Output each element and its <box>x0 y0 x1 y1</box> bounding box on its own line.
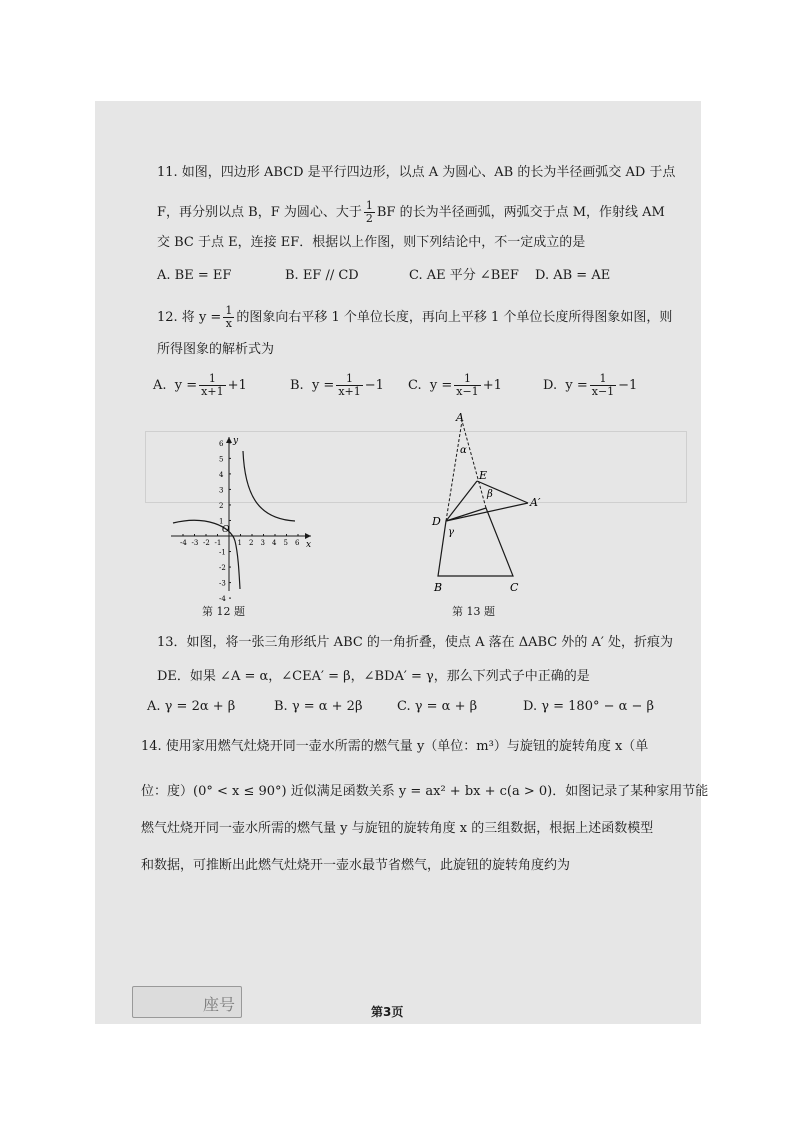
x-tick-label: 3 <box>260 539 265 547</box>
option-post: +1 <box>227 378 247 393</box>
figure-13-diagram <box>420 411 560 596</box>
q11-fraction <box>364 200 375 225</box>
fold-ea <box>477 481 528 503</box>
y-tick-label: -4 <box>219 595 226 604</box>
y-tick-label: 5 <box>219 455 224 464</box>
x-tick-label: -1 <box>214 539 222 547</box>
option-label: D. <box>543 378 558 393</box>
option-post: +1 <box>482 378 502 393</box>
option-pre: y = <box>311 378 335 393</box>
x-tick-label: 2 <box>249 539 254 547</box>
y-tick-label: -1 <box>219 548 226 557</box>
x-tick-label: -3 <box>191 539 199 547</box>
q14-line1: 14. 使用家用燃气灶烧开同一壶水所需的燃气量 y（单位：m³）与旋钮的旋转角度 x（单 <box>141 739 649 754</box>
y-axis-arrow <box>226 437 232 443</box>
option-fraction <box>336 373 362 398</box>
q12-line2: 所得图象的解析式为 <box>157 342 275 357</box>
option-pre: y = <box>429 378 453 393</box>
q12-option-a <box>153 373 247 398</box>
x-tick-label: -2 <box>203 539 210 547</box>
q12-option-b <box>290 373 384 398</box>
frac-num: 1 <box>336 373 362 386</box>
frac-den: x−1 <box>591 385 615 398</box>
curve-left-branch <box>173 520 240 589</box>
q11-frac-den: 2 <box>365 212 373 225</box>
label-alpha: α <box>460 445 467 456</box>
q14-line2: 位：度）(0° < x ≤ 90°) 近似满足函数关系 y = ax² + bx + c(a > 0)．如图记录了某种家用节能 <box>141 784 709 799</box>
frac-num: 1 <box>454 373 480 386</box>
page-number: 第3页 <box>371 1005 404 1019</box>
q13-option-b: B. γ = α + 2β <box>274 699 363 714</box>
option-fraction <box>199 373 225 398</box>
label-b: B <box>434 581 443 594</box>
option-post: −1 <box>618 378 638 393</box>
q11-option-a: A. BE = EF <box>157 268 232 283</box>
x-axis-label: x <box>306 540 312 550</box>
frac-num: 1 <box>590 373 616 386</box>
y-axis-label: y <box>233 436 239 446</box>
x-tick-label: 4 <box>272 539 277 547</box>
y-tick-label: -3 <box>219 579 226 588</box>
option-fraction <box>454 373 480 398</box>
label-c: C <box>510 581 519 594</box>
figure-13-caption: 第 13 题 <box>452 605 495 618</box>
q12-line1-part1: 12. 将 y = <box>157 310 222 325</box>
x-axis-arrow <box>305 533 311 539</box>
frac-den: x−1 <box>456 385 479 398</box>
q11-frac-num: 1 <box>365 199 373 212</box>
q12-frac-den: x <box>225 317 232 330</box>
q11-option-d: D. AB = AE <box>535 268 611 283</box>
q12-option-c <box>408 373 502 398</box>
y-tick-label: 6 <box>219 439 224 448</box>
q13-option-d: D. γ = 180° − α − β <box>523 699 655 714</box>
option-label: A. <box>153 378 167 393</box>
label-d: D <box>432 515 441 528</box>
q11-option-b: B. EF // CD <box>285 268 359 283</box>
q14-line4: 和数据，可推断出此燃气灶烧开一壶水最节省燃气，此旋钮的旋转角度约为 <box>141 858 571 873</box>
x-tick-label: 5 <box>283 539 288 547</box>
q11-line1: 11. 如图，四边形 ABCD 是平行四边形，以点 A 为圆心、AB 的长为半径画弧交 AD 于点 <box>157 165 676 180</box>
q13-line2: DE．如果 ∠A = α，∠CEA′ = β，∠BDA′ = γ，那么下列式子中正确的是 <box>157 669 590 684</box>
q11-line2-part2: BF 的长为半径画弧，两弧交于点 M，作射线 AM <box>376 205 665 220</box>
dashed-da <box>446 421 462 521</box>
x-tick-label: 1 <box>237 539 242 547</box>
quad-bdec <box>438 508 513 576</box>
curve-right-branch <box>243 451 295 521</box>
q11-line2-part1: F，再分别以点 B，F 为圆心、大于 <box>157 205 362 220</box>
x-tick-label: 6 <box>295 539 300 547</box>
label-a-prime: A′ <box>530 496 541 509</box>
option-fraction <box>590 373 616 398</box>
label-e: E <box>479 469 488 482</box>
frac-num: 1 <box>199 373 225 386</box>
figure-12-caption: 第 12 题 <box>202 605 245 618</box>
q12-line1-part2: 的图象向右平移 1 个单位长度，再向上平移 1 个单位长度所得图象如图，则 <box>236 310 673 325</box>
q14-line3: 燃气灶烧开同一壶水所需的燃气量 y 与旋钮的旋转角度 x 的三组数据，根据上述函数模型 <box>141 821 654 836</box>
q11-line3: 交 BC 于点 E，连接 EF．根据以上作图，则下列结论中，不一定成立的是 <box>157 235 586 250</box>
q12-frac-num: 1 <box>225 304 233 317</box>
option-post: −1 <box>364 378 384 393</box>
label-gamma: γ <box>448 527 454 538</box>
q12-line1 <box>157 305 672 330</box>
option-label: B. <box>290 378 304 393</box>
exam-page <box>95 101 709 1024</box>
q13-option-c: C. γ = α + β <box>397 699 478 714</box>
y-tick-label: -2 <box>219 564 226 573</box>
option-pre: y = <box>565 378 588 393</box>
frac-den: x+1 <box>338 385 361 398</box>
axis-ticks <box>180 440 300 603</box>
figure-12-graph <box>165 431 315 604</box>
option-label: C. <box>408 378 422 393</box>
seat-number-box <box>132 986 242 1018</box>
q13-option-a: A. γ = 2α + β <box>147 699 236 714</box>
origin-label: O <box>222 525 230 535</box>
y-tick-label: 1 <box>219 517 224 526</box>
q12-fraction <box>223 305 234 330</box>
seat-number-label: 座号 <box>203 995 236 1014</box>
q13-line1: 13．如图，将一张三角形纸片 ABC 的一角折叠，使点 A 落在 ΔABC 外的 A′ 处，折痕为 <box>157 635 673 650</box>
q12-option-d <box>543 373 637 398</box>
frac-den: x+1 <box>201 385 224 398</box>
y-tick-label: 4 <box>219 470 224 479</box>
q11-option-c: C. AE 平分 ∠BEF <box>409 268 519 283</box>
q11-line2 <box>157 200 665 225</box>
label-a: A <box>456 411 464 424</box>
y-tick-label: 3 <box>219 486 224 495</box>
label-beta: β <box>487 489 493 500</box>
y-tick-label: 2 <box>219 501 224 510</box>
x-tick-label: -4 <box>180 539 187 547</box>
option-pre: y = <box>174 378 198 393</box>
